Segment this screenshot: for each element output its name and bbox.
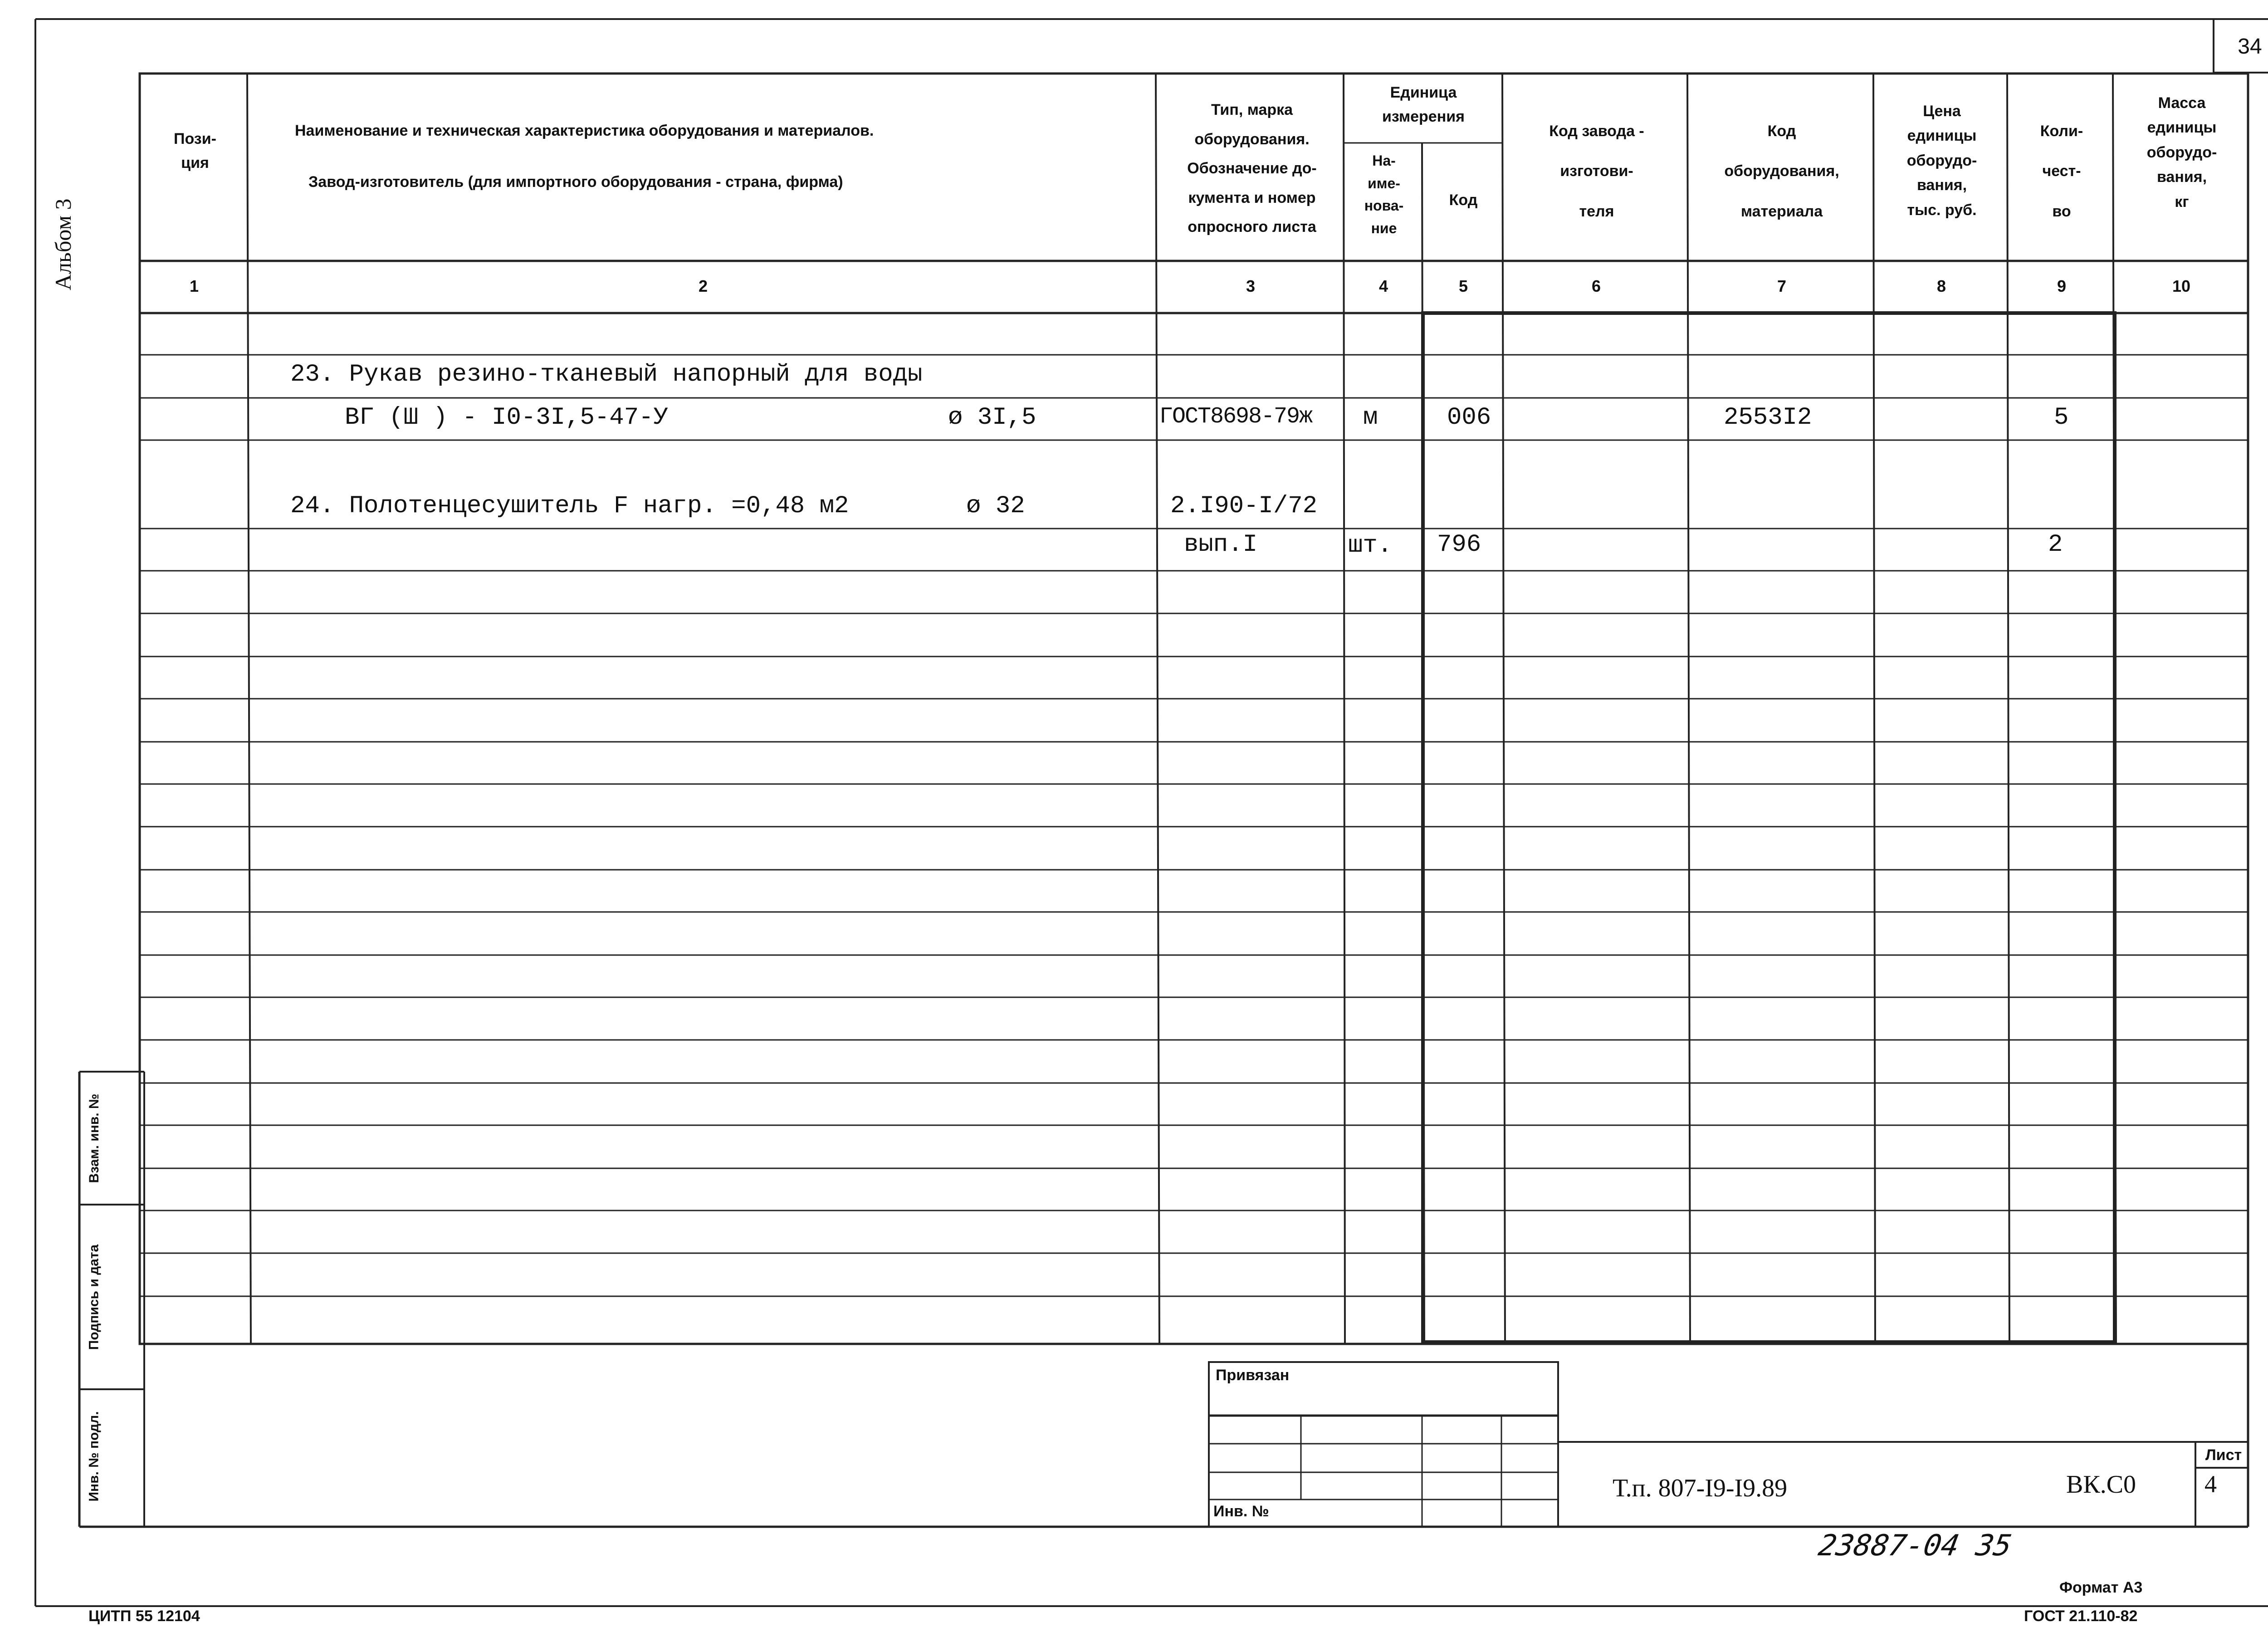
col-number-7: 7 bbox=[1777, 277, 1787, 295]
header-name-line1: Наименование и техническая характеристика оборудования и материалов. bbox=[295, 122, 874, 139]
title-inv-label: Инв. № bbox=[1213, 1503, 1269, 1520]
header-name-line2: Завод-изготовитель (для импортного оборудования - страна, фирма) bbox=[308, 173, 843, 191]
row-23-unit: м bbox=[1363, 404, 1378, 431]
row-24-quantity: 2 bbox=[2048, 531, 2063, 559]
header-unit-name: На- име- нова- ние bbox=[1364, 152, 1404, 236]
header-equipment-code: Код оборудования, материала bbox=[1724, 123, 1839, 220]
col-number-3: 3 bbox=[1246, 277, 1256, 295]
header-plant-code: Код завода - изготови- теля bbox=[1549, 123, 1644, 220]
title-code: ВК.С0 bbox=[2066, 1470, 2136, 1499]
gost-label: ГОСТ 21.110-82 bbox=[2024, 1607, 2138, 1625]
header-position: Пози- ция bbox=[174, 130, 216, 172]
col-number-4: 4 bbox=[1378, 277, 1388, 295]
row-24-doc: 2.I90-I/72 bbox=[1170, 492, 1318, 520]
col-number-8: 8 bbox=[1936, 277, 1946, 295]
col-number-2: 2 bbox=[698, 277, 708, 295]
header-unit-mass: Масса единицы оборудо- вания, кг bbox=[2146, 94, 2217, 211]
row-24-unit: шт. bbox=[1348, 532, 1393, 559]
title-designation: Т.п. 807-I9-I9.89 bbox=[1613, 1474, 1788, 1502]
row-23-quantity: 5 bbox=[2054, 404, 2069, 431]
print-code: ЦИТП 55 12104 bbox=[88, 1607, 200, 1625]
stamp-original-inv: Инв. № подл. bbox=[86, 1411, 102, 1502]
row-23-equipment-code: 2553I2 bbox=[1724, 404, 1812, 431]
title-attached-label: Привязан bbox=[1216, 1367, 1290, 1384]
stamp-replacement-inv: Взам. инв. № bbox=[87, 1093, 102, 1183]
col-number-10: 10 bbox=[2172, 277, 2191, 295]
handwritten-number: 23887-04 35 bbox=[1816, 1529, 2014, 1563]
format-label: Формат А3 bbox=[2059, 1579, 2143, 1596]
header-unit-price: Цена единицы оборудо- вания, тыс. руб. bbox=[1906, 103, 1977, 219]
row-23-doc: ГОСТ8698-79ж bbox=[1159, 404, 1312, 430]
page-number: 34 bbox=[2238, 34, 2262, 59]
header-quantity: Коли- чест- во bbox=[2040, 123, 2083, 220]
row-24-name: 24. Полотенцесушитель F нагр. =0,48 м2 bbox=[290, 492, 849, 520]
row-24-doc-issue: вып.I bbox=[1184, 531, 1258, 559]
col-number-1: 1 bbox=[189, 277, 199, 295]
row-23-name: 23. Рукав резино-тканевый напорный для воды bbox=[290, 361, 923, 388]
title-sheet-number: 4 bbox=[2204, 1470, 2217, 1498]
title-sheet-label: Лист bbox=[2205, 1446, 2242, 1464]
col-number-9: 9 bbox=[2057, 277, 2067, 295]
col-number-6: 6 bbox=[1591, 277, 1601, 295]
col-number-5: 5 bbox=[1458, 277, 1468, 295]
row-24-diameter: ø 32 bbox=[966, 492, 1025, 520]
row-23-diameter: ø 3I,5 bbox=[948, 404, 1036, 431]
stamp-signature-date: Подпись и дата bbox=[86, 1244, 102, 1350]
album-label: Альбом 3 bbox=[50, 198, 76, 290]
header-unit-code: Код bbox=[1449, 191, 1478, 209]
header-unit-group: Единица измерения bbox=[1382, 84, 1465, 125]
row-23-unit-code: 006 bbox=[1447, 404, 1491, 431]
row-23-spec: ВГ (Ш ) - I0-3I,5-47-У bbox=[345, 404, 668, 431]
header-type-mark: Тип, марка оборудования. Обозначение до- кумента и номер опросного листа bbox=[1187, 101, 1317, 236]
row-24-unit-code: 796 bbox=[1437, 531, 1481, 559]
